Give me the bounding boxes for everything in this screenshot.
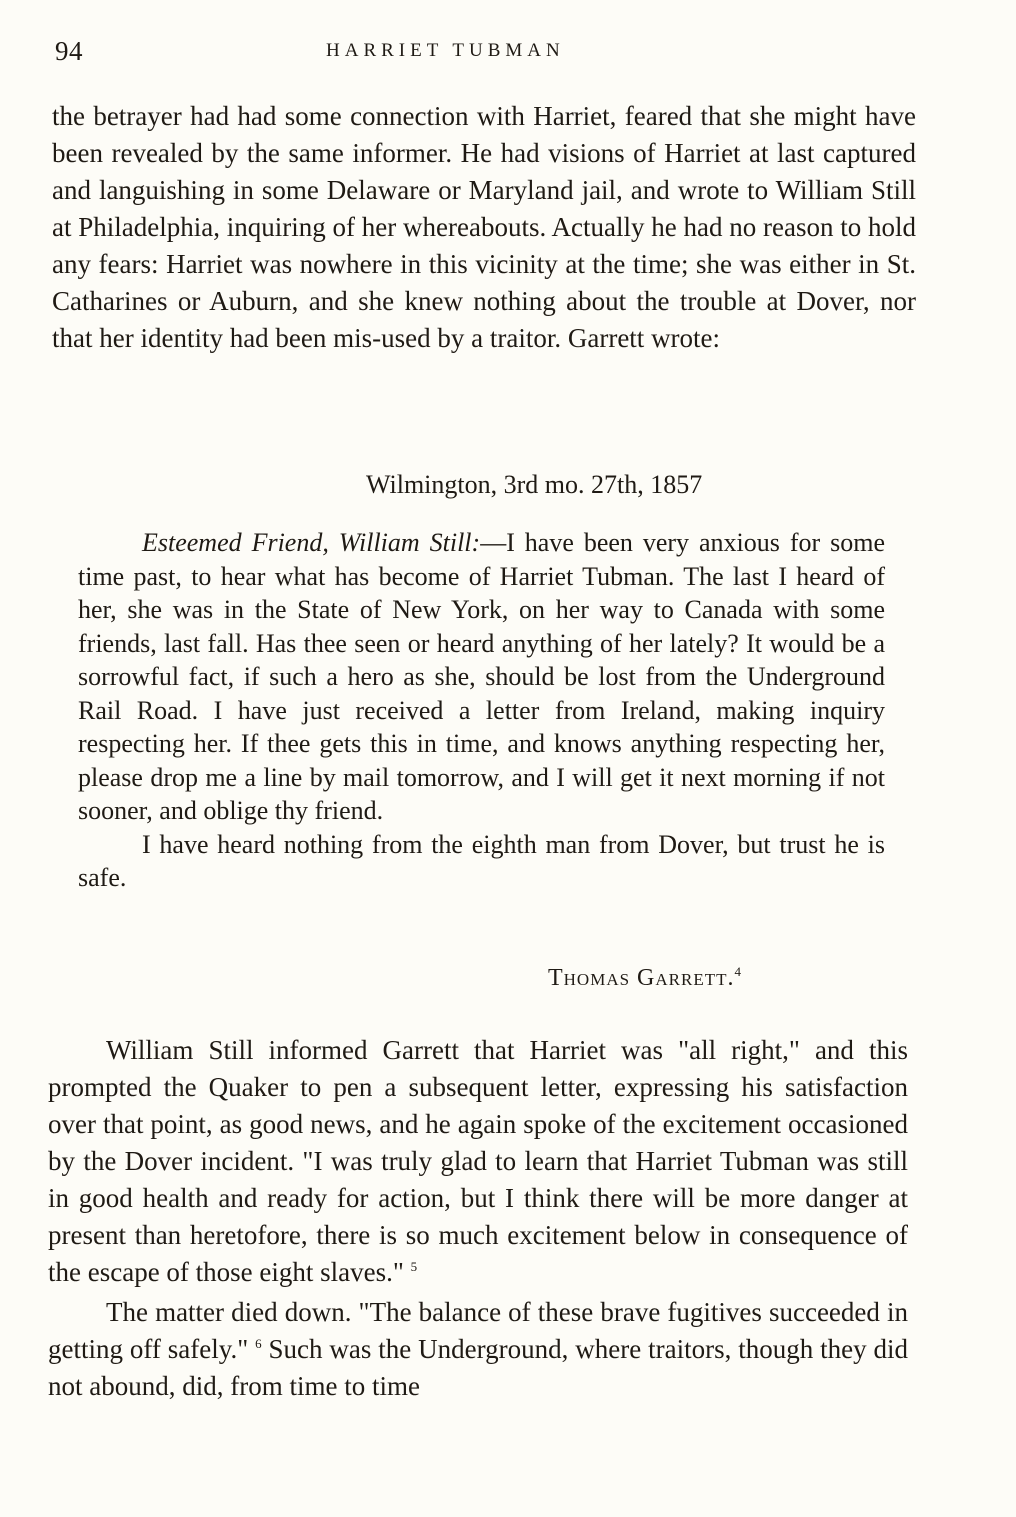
letter-paragraph-2 [78, 828, 885, 895]
footnote-ref-6: 6 [255, 1336, 262, 1351]
letter-signature [548, 965, 742, 992]
footnote-ref-4: 4 [734, 964, 743, 979]
letter-dateline: Wilmington, 3rd mo. 27th, 1857 [366, 470, 703, 499]
body-paragraphs-lower [48, 1032, 908, 1405]
body-paragraph-1 [52, 98, 916, 357]
letter-salutation: Esteemed Friend, William Still: [142, 528, 481, 557]
footnote-ref-5: 5 [410, 1259, 418, 1274]
paragraph-text: The matter died down. "The balance of these brave fugitives succeeded in getting off safely." [48, 1297, 908, 1364]
signature-name: Thomas Garrett. [548, 965, 735, 991]
paragraph-text: the betrayer had had some connection with Harriet, feared that she might have been revealed by the same informer. He had visions of Harriet at last captured and languishing in some Delaware or Maryland jail, and wrote to William Still at Philadelphia, inquiring of her whereabouts. Actually he had no reason to hold any fears: Harriet was nowhere in this vicinity at the time; she was either in St. Catharines or Auburn, and she knew nothing about the trouble at Dover, nor that her identity had been mis-used by a traitor. Garrett wrote: [52, 101, 916, 353]
letter-body-2: I have heard nothing from the eighth man from Dover, but trust he is safe. [78, 829, 885, 892]
page-number: 94 [55, 36, 83, 66]
letter-paragraph-1 [78, 526, 885, 828]
body-paragraph-2 [48, 1032, 908, 1291]
paragraph-text: Such was the Underground, where traitors, though they did not abound, did, from time to time [48, 1334, 909, 1401]
quoted-letter [78, 526, 885, 895]
body-paragraph-3 [48, 1294, 908, 1405]
letter-body-1: —I have been very anxious for some time past, to hear what has become of Harriet Tubman. The last I heard of her, she was in the State of New York, on her way to Canada with some friends, last fall. Has thee seen or heard anything of her lately? It would be a sorrowful fact, if such a hero as she, should be lost from the Underground Rail Road. I have just received a letter from Ireland, making inquiry respecting her. If thee gets this in time, and knows anything respecting her, please drop me a line by mail tomorrow, and I will get it next morning if not sooner, and oblige thy friend. [78, 528, 885, 825]
paragraph-text: William Still informed Garrett that Harriet was "all right," and this prompted the Quaker to pen a subsequent letter, expressing his satisfaction over that point, as good news, and he again spoke of the excitement occasioned by the Dover incident. "I was truly glad to learn that Harriet Tubman was still in good health and ready for action, but I think there will be more danger at present than heretofore, there is so much excitement below in consequence of the escape of those eight slaves." [48, 1035, 908, 1287]
running-head: HARRIET TUBMAN [326, 40, 565, 61]
